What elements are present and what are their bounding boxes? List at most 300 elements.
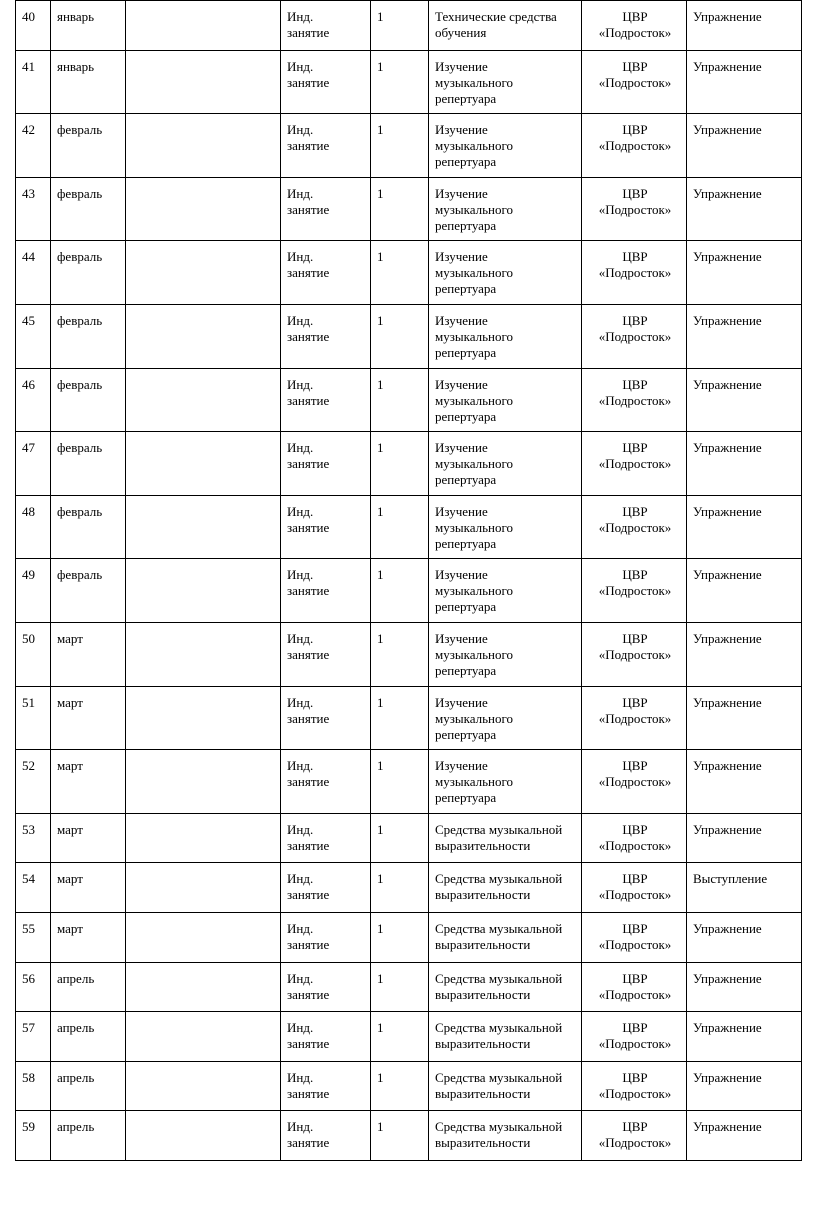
- cell-number: 56: [16, 962, 51, 1012]
- cell-control-form: Выступление: [687, 863, 802, 913]
- cell-hours: 1: [371, 241, 429, 305]
- cell-empty: [126, 813, 281, 863]
- cell-topic: [429, 686, 582, 750]
- cell-month: апрель: [51, 1111, 126, 1161]
- cell-number: 45: [16, 304, 51, 368]
- cell-location: [582, 432, 687, 496]
- cell-topic: [429, 114, 582, 178]
- cell-topic: [429, 863, 582, 913]
- cell-location-line: ЦВР: [622, 440, 648, 456]
- cell-hours: 1: [371, 686, 429, 750]
- table-row: [16, 177, 802, 241]
- cell-topic: [429, 1, 582, 51]
- cell-location-line: ЦВР: [622, 1020, 648, 1036]
- cell-lesson-type-line: занятие: [287, 774, 330, 790]
- cell-topic-line: музыкального: [435, 519, 513, 535]
- cell-control-form: Упражнение: [687, 686, 802, 750]
- cell-hours: 1: [371, 432, 429, 496]
- cell-lesson-type-line: занятие: [287, 646, 330, 662]
- cell-number: 51: [16, 686, 51, 750]
- table-row: [16, 1111, 802, 1161]
- cell-control-form: Упражнение: [687, 177, 802, 241]
- cell-location-line: ЦВР: [622, 249, 648, 265]
- cell-lesson-type-line: занятие: [287, 887, 330, 903]
- cell-location-line: ЦВР: [622, 185, 648, 201]
- cell-topic-line: музыкального: [435, 74, 513, 90]
- cell-location-line: ЦВР: [622, 1069, 648, 1085]
- table-row: [16, 495, 802, 559]
- cell-lesson-type-line: Инд.: [287, 503, 314, 519]
- cell-empty: [126, 912, 281, 962]
- cell-number: 47: [16, 432, 51, 496]
- cell-lesson-type-line: занятие: [287, 392, 330, 408]
- cell-empty: [126, 50, 281, 114]
- cell-topic: [429, 432, 582, 496]
- cell-month: апрель: [51, 1061, 126, 1111]
- cell-location-line: ЦВР: [622, 376, 648, 392]
- cell-topic-line: музыкального: [435, 583, 513, 599]
- cell-lesson-type: [281, 114, 371, 178]
- cell-topic-line: Изучение: [435, 567, 488, 583]
- cell-location-line: «Подросток»: [598, 646, 672, 662]
- cell-lesson-type-line: Инд.: [287, 1119, 314, 1135]
- cell-topic-line: репертуара: [435, 344, 497, 360]
- cell-topic-line: Изучение: [435, 312, 488, 328]
- cell-topic-line: выразительности: [435, 986, 531, 1002]
- cell-hours: 1: [371, 50, 429, 114]
- cell-hours: 1: [371, 177, 429, 241]
- cell-control-form: Упражнение: [687, 559, 802, 623]
- cell-month: март: [51, 863, 126, 913]
- cell-control-form: Упражнение: [687, 114, 802, 178]
- cell-topic-line: репертуара: [435, 790, 497, 806]
- cell-lesson-type: [281, 686, 371, 750]
- cell-lesson-type-line: Инд.: [287, 567, 314, 583]
- cell-control-form: Упражнение: [687, 368, 802, 432]
- table-row: [16, 962, 802, 1012]
- cell-lesson-type-line: Инд.: [287, 630, 314, 646]
- cell-lesson-type-line: занятие: [287, 936, 330, 952]
- cell-empty: [126, 304, 281, 368]
- cell-empty: [126, 622, 281, 686]
- cell-number: 59: [16, 1111, 51, 1161]
- cell-location-line: ЦВР: [622, 920, 648, 936]
- cell-location-line: «Подросток»: [598, 265, 672, 281]
- cell-lesson-type: [281, 559, 371, 623]
- cell-lesson-type-line: Инд.: [287, 312, 314, 328]
- cell-number: 46: [16, 368, 51, 432]
- cell-empty: [126, 368, 281, 432]
- cell-control-form: Упражнение: [687, 304, 802, 368]
- cell-empty: [126, 559, 281, 623]
- cell-month: февраль: [51, 368, 126, 432]
- cell-lesson-type: [281, 912, 371, 962]
- cell-lesson-type-line: занятие: [287, 1135, 330, 1151]
- cell-location: [582, 1061, 687, 1111]
- table-row: [16, 622, 802, 686]
- cell-topic-line: музыкального: [435, 138, 513, 154]
- cell-location: [582, 304, 687, 368]
- cell-lesson-type-line: Инд.: [287, 970, 314, 986]
- cell-topic: [429, 622, 582, 686]
- cell-control-form: Упражнение: [687, 1012, 802, 1062]
- cell-location: [582, 813, 687, 863]
- cell-lesson-type-line: занятие: [287, 201, 330, 217]
- cell-location: [582, 750, 687, 814]
- cell-topic-line: музыкального: [435, 774, 513, 790]
- cell-number: 48: [16, 495, 51, 559]
- cell-control-form: Упражнение: [687, 1111, 802, 1161]
- table-row: [16, 432, 802, 496]
- cell-topic: [429, 1012, 582, 1062]
- cell-lesson-type-line: Инд.: [287, 694, 314, 710]
- cell-lesson-type-line: занятие: [287, 328, 330, 344]
- cell-hours: 1: [371, 495, 429, 559]
- cell-hours: 1: [371, 1111, 429, 1161]
- cell-hours: 1: [371, 1012, 429, 1062]
- cell-month: февраль: [51, 177, 126, 241]
- cell-lesson-type: [281, 1061, 371, 1111]
- cell-location-line: ЦВР: [622, 503, 648, 519]
- cell-lesson-type: [281, 432, 371, 496]
- cell-topic-line: Изучение: [435, 758, 488, 774]
- cell-location-line: ЦВР: [622, 821, 648, 837]
- cell-lesson-type-line: Инд.: [287, 122, 314, 138]
- cell-lesson-type-line: Инд.: [287, 871, 314, 887]
- cell-location-line: «Подросток»: [598, 986, 672, 1002]
- schedule-body: [16, 1, 802, 1161]
- cell-control-form: Упражнение: [687, 432, 802, 496]
- cell-hours: 1: [371, 622, 429, 686]
- cell-location-line: ЦВР: [622, 871, 648, 887]
- cell-topic-line: выразительности: [435, 936, 531, 952]
- cell-location-line: «Подросток»: [598, 328, 672, 344]
- cell-lesson-type-line: Инд.: [287, 58, 314, 74]
- cell-empty: [126, 863, 281, 913]
- cell-lesson-type-line: занятие: [287, 837, 330, 853]
- cell-topic-line: Средства музыкальной: [435, 1119, 563, 1135]
- cell-lesson-type-line: Инд.: [287, 9, 314, 24]
- cell-location: [582, 50, 687, 114]
- cell-location-line: «Подросток»: [598, 837, 672, 853]
- cell-topic-line: музыкального: [435, 710, 513, 726]
- cell-location: [582, 559, 687, 623]
- cell-number: 49: [16, 559, 51, 623]
- cell-lesson-type: [281, 177, 371, 241]
- cell-number: 40: [16, 1, 51, 51]
- cell-month: март: [51, 750, 126, 814]
- cell-topic-line: Изучение: [435, 249, 488, 265]
- cell-topic-line: Средства музыкальной: [435, 821, 563, 837]
- cell-location-line: ЦВР: [622, 970, 648, 986]
- cell-location: [582, 1111, 687, 1161]
- cell-hours: 1: [371, 813, 429, 863]
- cell-location-line: ЦВР: [622, 9, 648, 24]
- cell-topic-line: репертуара: [435, 217, 497, 233]
- cell-location: [582, 686, 687, 750]
- table-row: [16, 1, 802, 51]
- cell-hours: 1: [371, 304, 429, 368]
- table-row: [16, 241, 802, 305]
- cell-topic-line: Изучение: [435, 694, 488, 710]
- table-row: [16, 50, 802, 114]
- cell-location: [582, 114, 687, 178]
- cell-month: март: [51, 686, 126, 750]
- cell-location: [582, 368, 687, 432]
- cell-lesson-type: [281, 863, 371, 913]
- cell-topic-line: Изучение: [435, 122, 488, 138]
- cell-topic: [429, 1111, 582, 1161]
- cell-month: март: [51, 813, 126, 863]
- cell-topic-line: Средства музыкальной: [435, 1020, 563, 1036]
- cell-month: февраль: [51, 241, 126, 305]
- cell-topic: [429, 50, 582, 114]
- schedule-table: [15, 0, 802, 1161]
- cell-lesson-type: [281, 495, 371, 559]
- cell-topic-line: Технические средства: [435, 9, 557, 24]
- cell-location-line: «Подросток»: [598, 1036, 672, 1052]
- cell-topic: [429, 241, 582, 305]
- cell-topic-line: выразительности: [435, 1036, 531, 1052]
- cell-topic-line: Изучение: [435, 376, 488, 392]
- cell-topic: [429, 304, 582, 368]
- cell-month: февраль: [51, 432, 126, 496]
- cell-empty: [126, 962, 281, 1012]
- cell-topic-line: музыкального: [435, 265, 513, 281]
- cell-topic-line: выразительности: [435, 887, 531, 903]
- cell-topic: [429, 750, 582, 814]
- cell-empty: [126, 686, 281, 750]
- cell-lesson-type-line: Инд.: [287, 758, 314, 774]
- cell-lesson-type-line: Инд.: [287, 376, 314, 392]
- cell-topic-line: Изучение: [435, 58, 488, 74]
- cell-location-line: «Подросток»: [598, 1135, 672, 1151]
- cell-location-line: ЦВР: [622, 58, 648, 74]
- cell-topic-line: Изучение: [435, 503, 488, 519]
- table-row: [16, 686, 802, 750]
- cell-number: 57: [16, 1012, 51, 1062]
- cell-empty: [126, 1012, 281, 1062]
- cell-location-line: «Подросток»: [598, 25, 672, 40]
- cell-topic-line: репертуара: [435, 154, 497, 170]
- table-row: [16, 304, 802, 368]
- cell-location-line: ЦВР: [622, 567, 648, 583]
- cell-lesson-type-line: занятие: [287, 265, 330, 281]
- cell-month: февраль: [51, 304, 126, 368]
- cell-location-line: «Подросток»: [598, 138, 672, 154]
- table-row: [16, 813, 802, 863]
- table-row: [16, 863, 802, 913]
- cell-topic: [429, 559, 582, 623]
- cell-location: [582, 962, 687, 1012]
- cell-topic-line: музыкального: [435, 201, 513, 217]
- cell-lesson-type-line: занятие: [287, 519, 330, 535]
- cell-topic-line: выразительности: [435, 1135, 531, 1151]
- cell-topic: [429, 368, 582, 432]
- cell-month: февраль: [51, 559, 126, 623]
- cell-location-line: «Подросток»: [598, 583, 672, 599]
- cell-hours: 1: [371, 962, 429, 1012]
- table-row: [16, 368, 802, 432]
- cell-control-form: Упражнение: [687, 495, 802, 559]
- cell-number: 52: [16, 750, 51, 814]
- cell-location-line: «Подросток»: [598, 392, 672, 408]
- cell-lesson-type-line: занятие: [287, 583, 330, 599]
- cell-lesson-type-line: занятие: [287, 456, 330, 472]
- cell-lesson-type-line: Инд.: [287, 249, 314, 265]
- cell-empty: [126, 1, 281, 51]
- cell-topic-line: репертуара: [435, 726, 497, 742]
- cell-topic-line: музыкального: [435, 328, 513, 344]
- cell-lesson-type-line: Инд.: [287, 185, 314, 201]
- cell-lesson-type-line: Инд.: [287, 1020, 314, 1036]
- cell-lesson-type-line: занятие: [287, 138, 330, 154]
- cell-empty: [126, 1061, 281, 1111]
- cell-lesson-type: [281, 1012, 371, 1062]
- cell-location: [582, 622, 687, 686]
- cell-location: [582, 863, 687, 913]
- cell-topic-line: репертуара: [435, 535, 497, 551]
- cell-topic-line: репертуара: [435, 599, 497, 615]
- cell-topic-line: обучения: [435, 25, 487, 40]
- cell-control-form: Упражнение: [687, 622, 802, 686]
- cell-topic-line: музыкального: [435, 646, 513, 662]
- cell-topic: [429, 177, 582, 241]
- cell-month: март: [51, 622, 126, 686]
- cell-topic-line: Изучение: [435, 185, 488, 201]
- cell-empty: [126, 177, 281, 241]
- cell-topic-line: Средства музыкальной: [435, 1069, 563, 1085]
- cell-topic-line: репертуара: [435, 281, 497, 297]
- cell-location: [582, 177, 687, 241]
- table-row: [16, 1061, 802, 1111]
- cell-topic-line: Средства музыкальной: [435, 970, 563, 986]
- cell-control-form: Упражнение: [687, 813, 802, 863]
- cell-topic-line: Изучение: [435, 440, 488, 456]
- table-row: [16, 1012, 802, 1062]
- cell-empty: [126, 241, 281, 305]
- cell-month: март: [51, 912, 126, 962]
- cell-topic: [429, 813, 582, 863]
- cell-topic-line: музыкального: [435, 456, 513, 472]
- cell-topic-line: Изучение: [435, 630, 488, 646]
- cell-number: 55: [16, 912, 51, 962]
- cell-empty: [126, 1111, 281, 1161]
- cell-location-line: «Подросток»: [598, 1085, 672, 1101]
- cell-empty: [126, 114, 281, 178]
- cell-lesson-type-line: занятие: [287, 1085, 330, 1101]
- cell-hours: 1: [371, 114, 429, 178]
- table-row: [16, 912, 802, 962]
- cell-topic: [429, 1061, 582, 1111]
- cell-topic: [429, 495, 582, 559]
- table-row: [16, 559, 802, 623]
- cell-number: 43: [16, 177, 51, 241]
- cell-control-form: Упражнение: [687, 962, 802, 1012]
- cell-topic-line: выразительности: [435, 1085, 531, 1101]
- cell-lesson-type: [281, 1111, 371, 1161]
- cell-lesson-type: [281, 622, 371, 686]
- cell-month: февраль: [51, 495, 126, 559]
- cell-month: февраль: [51, 114, 126, 178]
- cell-location-line: «Подросток»: [598, 710, 672, 726]
- cell-location: [582, 241, 687, 305]
- cell-empty: [126, 750, 281, 814]
- cell-topic-line: Средства музыкальной: [435, 920, 563, 936]
- cell-control-form: Упражнение: [687, 750, 802, 814]
- cell-lesson-type-line: занятие: [287, 710, 330, 726]
- cell-control-form: Упражнение: [687, 912, 802, 962]
- cell-location-line: «Подросток»: [598, 936, 672, 952]
- cell-lesson-type-line: занятие: [287, 74, 330, 90]
- cell-lesson-type-line: Инд.: [287, 440, 314, 456]
- cell-location-line: «Подросток»: [598, 519, 672, 535]
- cell-lesson-type: [281, 750, 371, 814]
- cell-lesson-type: [281, 962, 371, 1012]
- table-row: [16, 750, 802, 814]
- cell-topic-line: выразительности: [435, 837, 531, 853]
- cell-number: 50: [16, 622, 51, 686]
- cell-lesson-type: [281, 1, 371, 51]
- cell-location-line: ЦВР: [622, 122, 648, 138]
- cell-location-line: «Подросток»: [598, 887, 672, 903]
- cell-lesson-type: [281, 241, 371, 305]
- cell-number: 54: [16, 863, 51, 913]
- cell-location-line: ЦВР: [622, 758, 648, 774]
- cell-location: [582, 1, 687, 51]
- cell-control-form: Упражнение: [687, 50, 802, 114]
- cell-month: январь: [51, 50, 126, 114]
- cell-location-line: ЦВР: [622, 312, 648, 328]
- cell-hours: 1: [371, 863, 429, 913]
- cell-number: 41: [16, 50, 51, 114]
- cell-empty: [126, 495, 281, 559]
- cell-control-form: Упражнение: [687, 1061, 802, 1111]
- cell-hours: 1: [371, 559, 429, 623]
- cell-number: 44: [16, 241, 51, 305]
- cell-month: апрель: [51, 1012, 126, 1062]
- cell-empty: [126, 432, 281, 496]
- cell-lesson-type-line: занятие: [287, 986, 330, 1002]
- cell-topic: [429, 962, 582, 1012]
- cell-location: [582, 495, 687, 559]
- cell-topic-line: музыкального: [435, 392, 513, 408]
- cell-number: 58: [16, 1061, 51, 1111]
- cell-topic-line: репертуара: [435, 90, 497, 106]
- cell-lesson-type: [281, 368, 371, 432]
- cell-lesson-type-line: занятие: [287, 25, 330, 40]
- cell-location-line: «Подросток»: [598, 201, 672, 217]
- cell-month: январь: [51, 1, 126, 51]
- cell-location-line: «Подросток»: [598, 74, 672, 90]
- cell-hours: 1: [371, 750, 429, 814]
- cell-location-line: «Подросток»: [598, 774, 672, 790]
- cell-control-form: Упражнение: [687, 241, 802, 305]
- cell-number: 42: [16, 114, 51, 178]
- cell-location-line: ЦВР: [622, 630, 648, 646]
- cell-topic-line: репертуара: [435, 472, 497, 488]
- cell-location: [582, 1012, 687, 1062]
- cell-location-line: «Подросток»: [598, 456, 672, 472]
- cell-location-line: ЦВР: [622, 1119, 648, 1135]
- cell-hours: 1: [371, 1, 429, 51]
- cell-hours: 1: [371, 912, 429, 962]
- cell-topic: [429, 912, 582, 962]
- cell-hours: 1: [371, 368, 429, 432]
- cell-lesson-type-line: Инд.: [287, 1069, 314, 1085]
- cell-lesson-type: [281, 304, 371, 368]
- cell-topic-line: репертуара: [435, 408, 497, 424]
